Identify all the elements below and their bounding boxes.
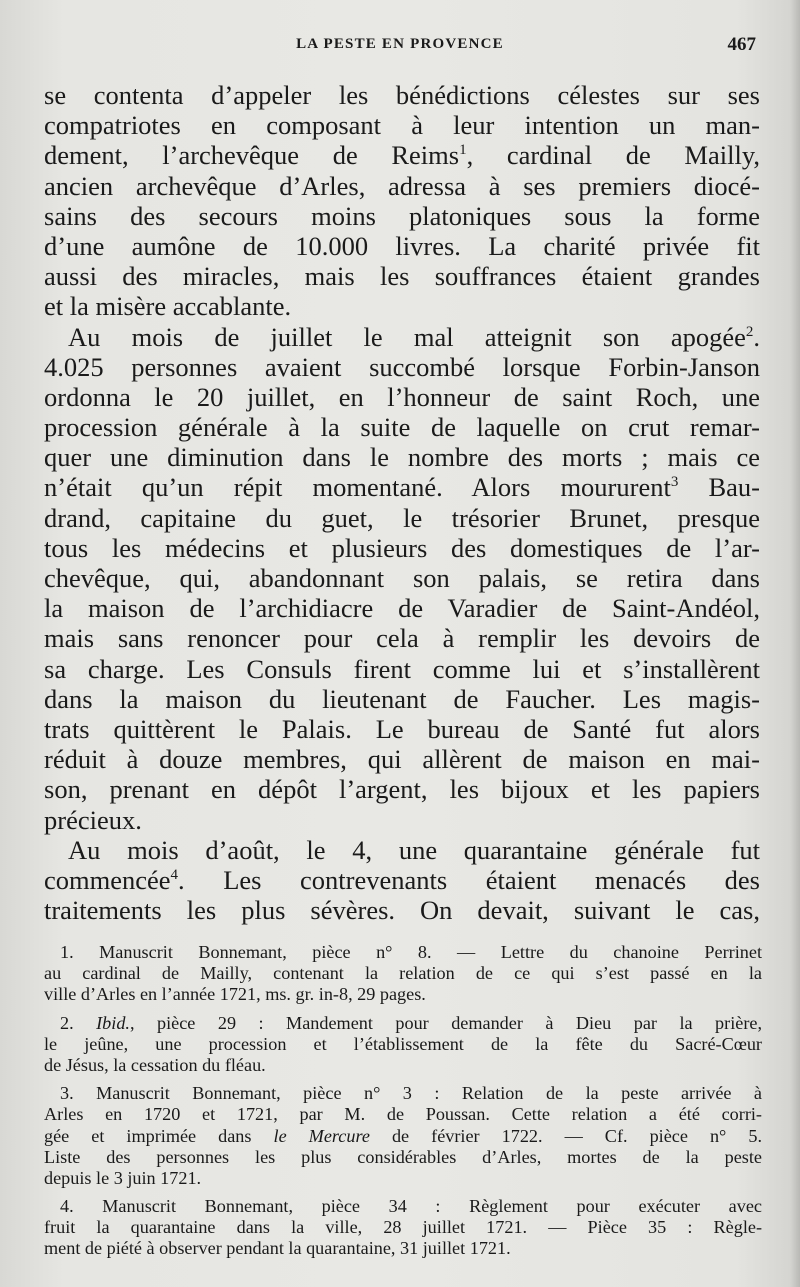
text-line: mais sans renoncer pour cela à remplir les devoirs de bbox=[44, 623, 760, 654]
footnote-line: ville d’Arles en l’année 1721, ms. gr. in-8, 29 pages. bbox=[44, 984, 426, 1005]
text-line: et la misère accablante. bbox=[44, 291, 292, 322]
footnote-number: 2. bbox=[60, 1012, 97, 1033]
text-line: drand, capitaine du guet, le trésorier Brunet, presque bbox=[44, 502, 760, 533]
line-segment: n’était qu’un répit momentané. Alors moururent bbox=[44, 472, 671, 503]
footnote-line: Arles en 1720 et 1721, par M. de Poussan. Cette relation a été corri- bbox=[44, 1104, 762, 1125]
text-line: précieux. bbox=[44, 804, 142, 835]
text-line: procession générale à la suite de laquelle on crut remar- bbox=[44, 412, 760, 443]
footnote-line: au cardinal de Mailly, contenant la relation de ce qui s’est passé en la bbox=[44, 963, 762, 984]
text-line: 4.025 personnes avaient succombé lorsque Forbin-Janson bbox=[44, 351, 760, 382]
text-line: réduit à douze membres, qui allèrent de maison en mai- bbox=[44, 744, 760, 775]
text-line bbox=[44, 140, 760, 170]
line-segment: commencée bbox=[44, 864, 171, 895]
text-line: quer une diminution dans le nombre des morts ; mais ce bbox=[44, 442, 760, 473]
footnotes bbox=[44, 942, 762, 1267]
text-line: chevêque, qui, abandonnant son palais, se retira dans bbox=[44, 563, 760, 593]
text-line: se contenta d’appeler les bénédictions célestes sur ses bbox=[44, 80, 760, 110]
line-segment: Au mois de juillet le mal atteignit son apogée bbox=[68, 321, 746, 352]
footnote-3 bbox=[44, 1083, 762, 1189]
line-segment: , cardinal de Mailly, bbox=[466, 140, 761, 171]
footnote-line: de Jésus, la cessation du fléau. bbox=[44, 1054, 266, 1075]
text-line: Au mois d’août, le 4, une quarantaine générale fut bbox=[68, 834, 760, 865]
text-line: aussi des miracles, mais les souffrances étaient grandes bbox=[44, 261, 760, 292]
footnote-1 bbox=[44, 942, 762, 1006]
text-line: compatriotes en composant à leur intention un man- bbox=[44, 110, 760, 141]
footnote-ref-1[interactable]: 1 bbox=[459, 142, 467, 159]
paragraph-2 bbox=[44, 322, 760, 835]
footnote-2 bbox=[44, 1013, 762, 1077]
text-line bbox=[44, 865, 760, 895]
footnote-ref-2[interactable]: 2 bbox=[745, 323, 754, 340]
footnote-ref-4[interactable]: 4 bbox=[170, 866, 179, 883]
line-segment: dement, l’archevêque de Reims bbox=[44, 140, 460, 171]
page-number: 467 bbox=[727, 34, 756, 55]
line-segment: gée et imprimée dans bbox=[44, 1125, 274, 1146]
footnote-line: 4. Manuscrit Bonnemant, pièce 34 : Règlement pour exécuter avec bbox=[60, 1196, 762, 1217]
text-line: la maison de l’archidiacre de Varadier de Saint-Andéol, bbox=[44, 593, 760, 624]
journal-title: le Mercure bbox=[273, 1125, 370, 1146]
running-head: LA PESTE EN PROVENCE bbox=[296, 36, 504, 52]
text-line: dans la maison du lieutenant de Faucher. Les magis- bbox=[44, 683, 760, 714]
footnote-line: ment de piété à observer pendant la quarantaine, 31 juillet 1721. bbox=[44, 1238, 511, 1259]
text-line: traitements les plus sévères. On devait, suivant le cas, bbox=[44, 895, 760, 926]
line-segment: . Les contrevenants étaient menacés des bbox=[178, 864, 760, 895]
text-line: trats quittèrent le Palais. Le bureau de Santé fut alors bbox=[44, 713, 760, 744]
footnote-line: fruit la quarantaine dans la ville, 28 juillet 1721. — Pièce 35 : Règle- bbox=[44, 1217, 762, 1238]
footnote-line: Liste des personnes les plus considérables d’Arles, mortes de la peste bbox=[44, 1146, 762, 1167]
body-text bbox=[44, 80, 760, 925]
line-segment: , pièce 29 : Mandement pour demander à Dieu par la prière, bbox=[129, 1012, 763, 1033]
text-line: ancien archevêque d’Arles, adressa à ses premiers diocé- bbox=[44, 170, 760, 201]
text-line: sa charge. Les Consuls firent comme lui et s’installèrent bbox=[44, 653, 760, 684]
paragraph-3 bbox=[44, 835, 760, 926]
footnote-line: le jeûne, une procession et l’établissement de la fête du Sacré-Cœur bbox=[44, 1033, 762, 1054]
page-edge-shadow bbox=[790, 0, 800, 1287]
footnote-ref-3[interactable]: 3 bbox=[670, 474, 679, 491]
text-line bbox=[44, 322, 760, 352]
footnote-line: 3. Manuscrit Bonnemant, pièce n° 3 : Relation de la peste arrivée à bbox=[60, 1083, 762, 1104]
footnote-4 bbox=[44, 1196, 762, 1260]
line-segment: de février 1722. — Cf. pièce n° 5. bbox=[369, 1125, 762, 1146]
line-segment: Bau- bbox=[678, 472, 760, 503]
ibid-text: Ibid. bbox=[96, 1012, 130, 1033]
page-header bbox=[44, 34, 756, 60]
line-segment: . bbox=[753, 321, 760, 352]
text-line: ordonna le 20 juillet, en l’honneur de saint Roch, une bbox=[44, 381, 760, 412]
text-line: d’une aumône de 10.000 livres. La charité privée fit bbox=[44, 230, 760, 261]
text-line: sains des secours moins platoniques sous la forme bbox=[44, 200, 760, 231]
footnote-line bbox=[44, 1013, 762, 1034]
paragraph-1 bbox=[44, 80, 760, 322]
text-line: son, prenant en dépôt l’argent, les bijoux et les papiers bbox=[44, 774, 760, 805]
text-line: tous les médecins et plusieurs des domestiques de l’ar- bbox=[44, 532, 760, 563]
footnote-line: 1. Manuscrit Bonnemant, pièce n° 8. — Lettre du chanoine Perrinet bbox=[60, 942, 762, 962]
text-line bbox=[44, 472, 760, 502]
footnote-line: depuis le 3 juin 1721. bbox=[44, 1167, 202, 1188]
footnote-line bbox=[44, 1126, 762, 1147]
